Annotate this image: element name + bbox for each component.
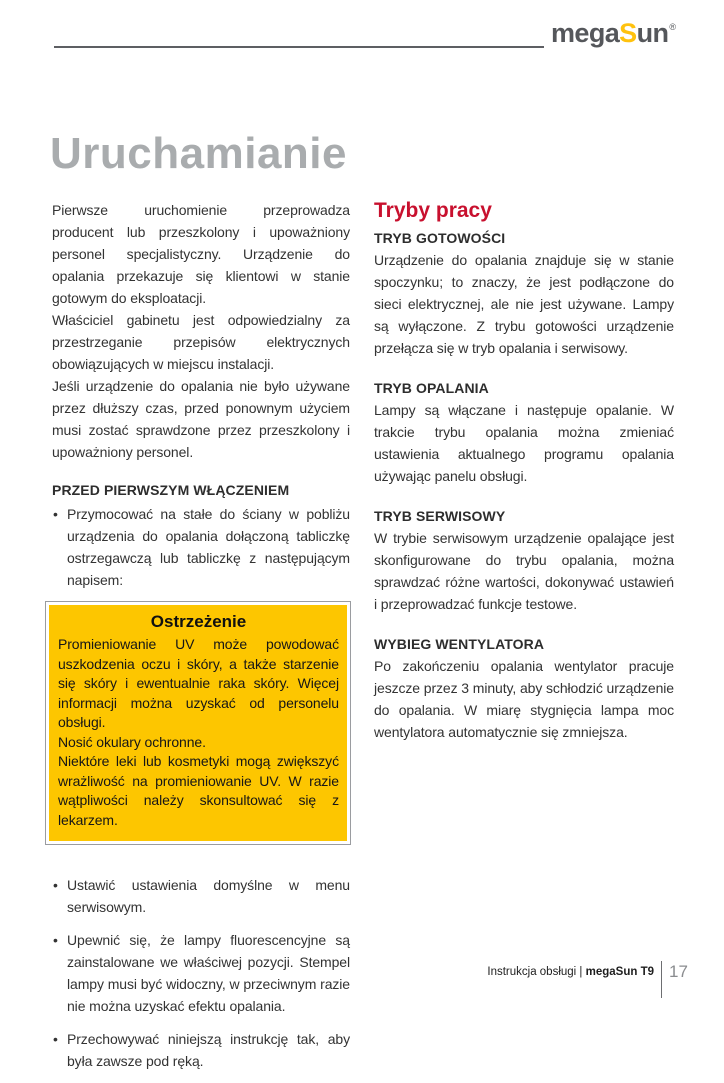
footer-label: Instrukcja obsługi | — [487, 966, 586, 978]
content-columns — [52, 199, 674, 1083]
section-service-mode — [374, 505, 674, 615]
list-item: • Ustawić ustawienia domyślne w menu serwisowym. — [52, 874, 350, 918]
megasun-logo — [551, 18, 675, 49]
section-body: Urządzenie do opalania znajduje się w stanie spoczynku; to znaczy, że jest podłączone do sieci elektrycznej, ale nie jest używane. Lampy są wyłączone. Z trybu gotowości urządzenie przełącza się w tryb opalania i serwisowy. — [374, 252, 674, 356]
section-body: Po zakończeniu opalania wentylator pracuje jeszcze przez 3 minuty, aby schłodzić urządzenie do opalania. W miarę stygnięcia lampa moc wentylatora automatycznie się zmniejsza. — [374, 658, 674, 740]
warning-text-uv: Promieniowanie UV może powodować uszkodzenia oczu i skóry, a także starzenie się skóry i ewentualnie raka skóry. Więcej informacji można uzyskać od personelu obsługi. — [58, 636, 339, 730]
logo-accent-letter: S — [619, 18, 637, 48]
logo-suffix: un — [636, 18, 669, 48]
section-title: TRYB OPALANIA — [374, 380, 489, 396]
section-body: W trybie serwisowym urządzenie opalające jest skonfigurowane do trybu opalania, można sprawdzać różne wartości, dokonywać ustawień i przeprowadzać funkcje testowe. — [374, 530, 674, 612]
list-item: • Upewnić się, że lampy fluorescencyjne są zainstalowane we właściwej pozycji. Stempel lampy musi być widoczny, w przeciwnym razie nie można uzyskać efektu opalania. — [52, 929, 350, 1017]
warning-text-goggles: Nosić okulary ochronne. — [58, 733, 206, 750]
unused-device-paragraph: Jeśli urządzenie do opalania nie było używane przez dłuższy czas, przed ponownym użyciem musi zostać sprawdzone przez przeszkolony i upoważniony personel. — [52, 378, 350, 460]
warning-text-medication: Niektóre leki lub kosmetyki mogą zwiększyć wrażliwość na promieniowanie UV. W razie wątpliwości należy skonsultować się z lekarzem. — [58, 753, 339, 828]
page-number: 17 — [669, 962, 688, 981]
section-standby-mode — [374, 227, 674, 359]
header-rule — [54, 46, 544, 48]
warning-title: Ostrzeżenie — [150, 612, 247, 631]
footer-product-name: megaSun T9 — [585, 966, 654, 978]
left-column — [52, 199, 350, 1083]
right-column — [374, 199, 674, 1083]
section-title: TRYB SERWISOWY — [374, 508, 506, 524]
section-heading-before-first-start: PRZED PIERWSZYM WŁĄCZENIEM — [52, 482, 290, 498]
list-item: • Przechowywać niniejszą instrukcję tak, aby była zawsze pod ręką. — [52, 1028, 350, 1072]
list-item: • Przymocować na stałe do ściany w pobliżu urządzenia do opalania dołączoną tabliczkę ostrzegawczą lub tabliczkę z następującym napisem: — [52, 503, 350, 591]
registered-mark: ® — [669, 22, 676, 32]
footer-divider — [661, 961, 662, 998]
section-title: TRYB GOTOWOŚCI — [374, 230, 506, 246]
footer-caption — [0, 966, 654, 978]
intro-paragraph: Pierwsze uruchomienie przeprowadza producent lub przeszkolony i upoważniony personel specjalistyczny. Urządzenie do opalania przekazuje się klientowi w stanie gotowym do eksploatacji. — [52, 202, 350, 306]
operating-modes-heading: Tryby pracy — [374, 199, 492, 222]
owner-paragraph: Właściciel gabinetu jest odpowiedzialny za przestrzeganie przepisów elektrycznych obowiązujących w miejscu instalacji. — [52, 312, 350, 372]
warning-box-inner — [49, 605, 347, 841]
warning-box — [45, 601, 351, 845]
section-body: Lampy są włączane i następuje opalanie. W trakcie trybu opalania można zmieniać ustawienia aktualnego programu opalania używając panelu obsługi. — [374, 402, 674, 484]
section-fan-run-on — [374, 633, 674, 743]
logo-prefix: mega — [551, 18, 620, 48]
section-tanning-mode — [374, 377, 674, 487]
page-title: Uruchamianie — [50, 129, 347, 179]
section-title: WYBIEG WENTYLATORA — [374, 636, 545, 652]
